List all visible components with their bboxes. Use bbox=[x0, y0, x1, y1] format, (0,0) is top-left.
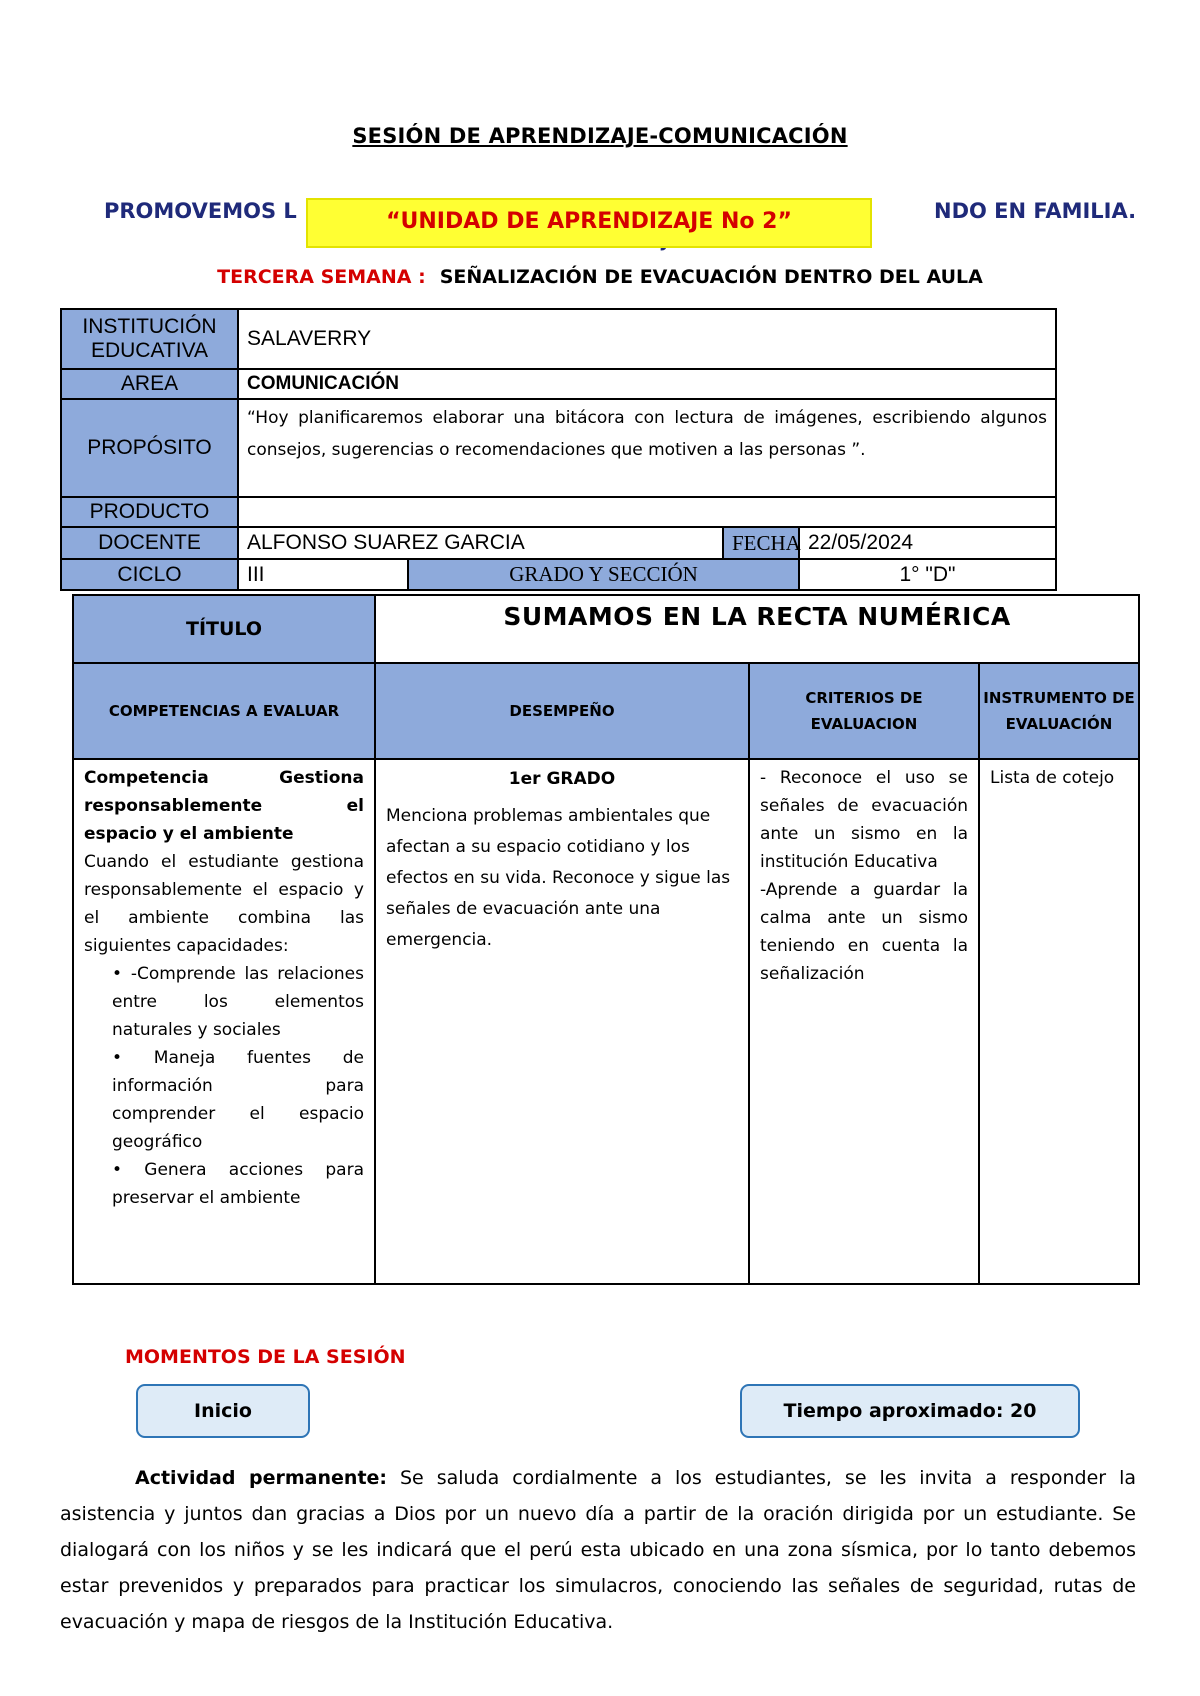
document-title: SESIÓN DE APRENDIZAJE-COMUNICACIÓN bbox=[352, 124, 848, 148]
criteria-item: -Aprende a guardar la calma ante un sismo teniendo en cuenta la señalización bbox=[760, 880, 968, 984]
cycle-label: CICLO bbox=[61, 559, 238, 590]
grade-label: GRADO Y SECCIÓN bbox=[408, 559, 799, 590]
institution-value: SALAVERRY bbox=[238, 309, 1056, 369]
criteria-item: - Reconoce el uso se señales de evacuación ante un sismo en la institución Educativa bbox=[760, 768, 968, 872]
capacity-text: -Comprende las relaciones entre los elementos naturales y sociales bbox=[112, 964, 364, 1040]
capacity-item: • Maneja fuentes de información para comprender el espacio geográfico bbox=[112, 1048, 364, 1152]
activity-label: Actividad permanente: bbox=[135, 1467, 388, 1489]
instrument-header: INSTRUMENTO DE EVALUACIÓN bbox=[979, 663, 1139, 759]
date-label: FECHA bbox=[723, 527, 799, 559]
week-topic: SEÑALIZACIÓN DE EVACUACIÓN DENTRO DEL AULA bbox=[439, 266, 983, 288]
session-title: SUMAMOS EN LA RECTA NUMÉRICA bbox=[375, 595, 1139, 663]
week-label: TERCERA SEMANA : bbox=[217, 266, 426, 288]
time-label: Tiempo aproximado: 20 bbox=[740, 1384, 1080, 1438]
grade-value: 1° "D" bbox=[799, 559, 1056, 590]
institution-label: INSTITUCIÓN EDUCATIVA bbox=[61, 309, 238, 369]
teacher-label: DOCENTE bbox=[61, 527, 238, 559]
activity-text: Se saluda cordialmente a los estudiantes, se les invita a responder la asistencia y juntos dan gracias a Dios por un nuevo día a partir de la oración dirigida por un estudiante. Se dialogará con los niños y se les indicará que el perú esta ubicado en una zona sísmica, por lo tanto debemos estar prevenidos y preparados para practicar los simulacros, conociendo las señales de seguridad, rutas de evacuación y mapa de riesgos de la Institución Educativa. bbox=[60, 1467, 1136, 1633]
performance-cell bbox=[375, 759, 749, 1284]
criteria-header: CRITERIOS DE EVALUACION bbox=[749, 663, 979, 759]
grade-heading: 1er GRADO bbox=[508, 769, 616, 789]
teacher-value: ALFONSO SUAREZ GARCIA bbox=[238, 527, 723, 559]
info-table bbox=[60, 308, 1057, 591]
competency-description: Cuando el estudiante gestiona responsablemente el espacio y el ambiente combina las siguientes capacidades: bbox=[84, 852, 364, 956]
competencies-header: COMPETENCIAS A EVALUAR bbox=[73, 663, 375, 759]
unit-title-end: NDO EN FAMILIA. bbox=[934, 199, 1137, 223]
week-line bbox=[0, 266, 1200, 288]
performance-text: Menciona problemas ambientales que afectan a su espacio cotidiano y los efectos en su vida. Reconoce y sigue las señales de evacuación ante una emergencia. bbox=[386, 806, 731, 950]
cycle-value: III bbox=[238, 559, 408, 590]
date-value: 22/05/2024 bbox=[799, 527, 1056, 559]
purpose-label: PROPÓSITO bbox=[61, 399, 238, 497]
unit-banner: “UNIDAD DE APRENDIZAJE No 2” bbox=[306, 198, 872, 248]
title-label: TÍTULO bbox=[73, 595, 375, 663]
capacity-item: • Genera acciones para preservar el ambiente bbox=[112, 1160, 364, 1208]
capacity-item: • -Comprende las relaciones entre los elementos naturales y sociales bbox=[112, 964, 364, 1040]
capacity-text: Genera acciones para preservar el ambiente bbox=[112, 1160, 364, 1208]
start-label: Inicio bbox=[136, 1384, 310, 1438]
capacity-text: Maneja fuentes de información para comprender el espacio geográfico bbox=[112, 1048, 364, 1152]
instrument-text: Lista de cotejo bbox=[990, 768, 1115, 788]
performance-header: DESEMPEÑO bbox=[375, 663, 749, 759]
criteria-cell bbox=[749, 759, 979, 1284]
competency-table bbox=[72, 594, 1140, 1285]
competency-heading: Competencia Gestiona responsablemente el espacio y el ambiente bbox=[84, 768, 364, 844]
area-label: AREA bbox=[61, 369, 238, 399]
competencies-cell bbox=[73, 759, 375, 1284]
area-value: COMUNICACIÓN bbox=[238, 369, 1056, 399]
unit-title-start: PROMOVEMOS L bbox=[104, 199, 297, 223]
purpose-value: “Hoy planificaremos elaborar una bitácora con lectura de imágenes, escribiendo algunos consejos, sugerencias o recomendaciones que motiven a las personas ”. bbox=[238, 399, 1056, 497]
product-value bbox=[238, 497, 1056, 527]
product-label: PRODUCTO bbox=[61, 497, 238, 527]
activity-paragraph bbox=[60, 1460, 1136, 1640]
moments-title: MOMENTOS DE LA SESIÓN bbox=[125, 1346, 406, 1368]
instrument-cell bbox=[979, 759, 1139, 1284]
